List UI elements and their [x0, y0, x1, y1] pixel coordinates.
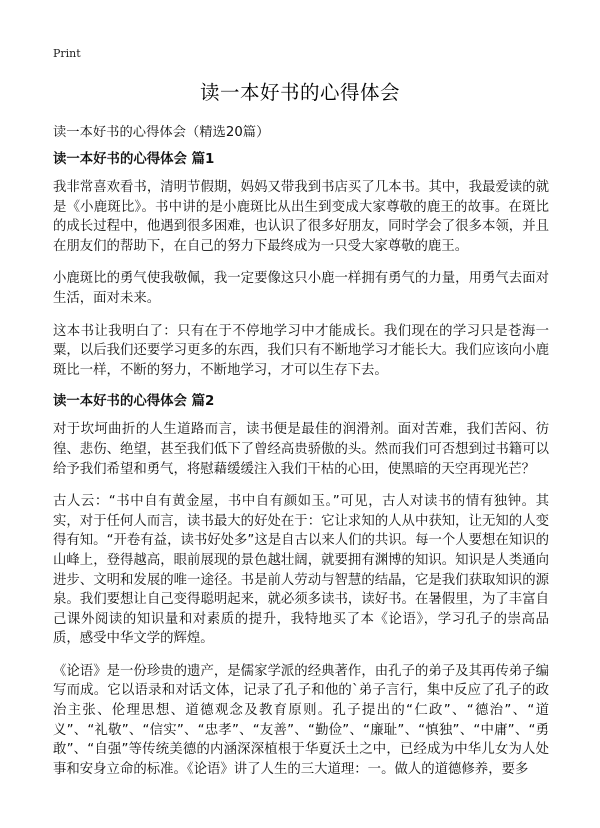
- paragraph: 小鹿斑比的勇气使我敬佩，我一定要像这只小鹿一样拥有勇气的力量，用勇气去面对生活，面对未来。: [53, 271, 549, 306]
- paragraph: 古人云：“书中自有黄金屋，书中自有颜如玉。”可见，古人对读书的情有独钟。其实，对于任何人而言，读书最大的好处在于：它让求知的人从中获知，让无知的人变得有知。“开卷有益，读书好处多”这是自古以来人们的共识。每一个人要想在知识的山峰上，登得越高，眼前展现的景色越壮阔，就要拥有渊博的知识。知识是人类通向进步、文明和发展的唯一途径。书是前人劳动与智慧的结晶，它是我们获取知识的源泉。我们要想让自己变得聪明起来，就必须多读书，读好书。在暑假里，为了丰富自己课外阅读的知识量和对素质的提升，我特地买了本《论语》，学习孔子的崇高品质，感受中华文学的辉煌。: [53, 494, 549, 647]
- print-link[interactable]: Print: [53, 47, 81, 60]
- section-1: [53, 151, 549, 380]
- paragraph: 这本书让我明白了：只有在于不停地学习中才能成长。我们现在的学习只是苍海一粟，以后我们还要学习更多的东西，我们只有不断地学习才能长大。我们应该向小鹿斑比一样，不断的努力，不断地学习，才可以生存下去。: [53, 323, 549, 378]
- document-subtitle: 读一本好书的心得体会（精选20篇）: [53, 125, 270, 140]
- section-2: [53, 393, 549, 779]
- paragraph: 对于坎坷曲折的人生道路而言，读书便是最佳的润滑剂。面对苦难，我们苦闷、彷徨、悲伤、绝望，甚至我们低下了曾经高贵骄傲的头。然而我们可否想到过书籍可以给予我们希望和勇气，将慰藉缓缓注入我们干枯的心田，使黑暗的天空再现光芒？: [53, 422, 549, 477]
- section-heading: 读一本好书的心得体会 篇2: [53, 394, 215, 410]
- page-title: 读一本好书的心得体会: [199, 81, 400, 104]
- document-content: [53, 151, 549, 792]
- paragraph: 我非常喜欢看书，清明节假期，妈妈又带我到书店买了几本书。其中，我最爱读的就是《小鹿斑比》。书中讲的是小鹿斑比从出生到变成大家尊敬的鹿王的故事。在斑比的成长过程中，他遇到很多困难，也认识了很多好朋友，同时学会了很多本领，并且在朋友们的帮助下，在自己的努力下最终成为一只受大家尊敬的鹿王。: [53, 180, 549, 254]
- paragraph: 《论语》是一份珍贵的遗产，是儒家学派的经典著作，由孔子的弟子及其再传弟子编写而成。它以语录和对话文体，记录了孔子和他的`弟子言行，集中反应了孔子的政治主张、伦理思想、道德观念及教育原则。孔子提出的“仁政”、“德治”、“道义”、“礼敬”、“信实”、“忠孝”、“友善”、“勤俭”、“廉耻”、“慎独”、“中庸”、“勇敢”、“自强”等传统美德的内涵深深植根于华夏沃土之中，已经成为中华儿女为人处事和安身立命的标准。《论语》讲了人生的三大道理：一。做人的道德修养，要多: [53, 663, 549, 777]
- section-heading: 读一本好书的心得体会 篇1: [53, 152, 215, 167]
